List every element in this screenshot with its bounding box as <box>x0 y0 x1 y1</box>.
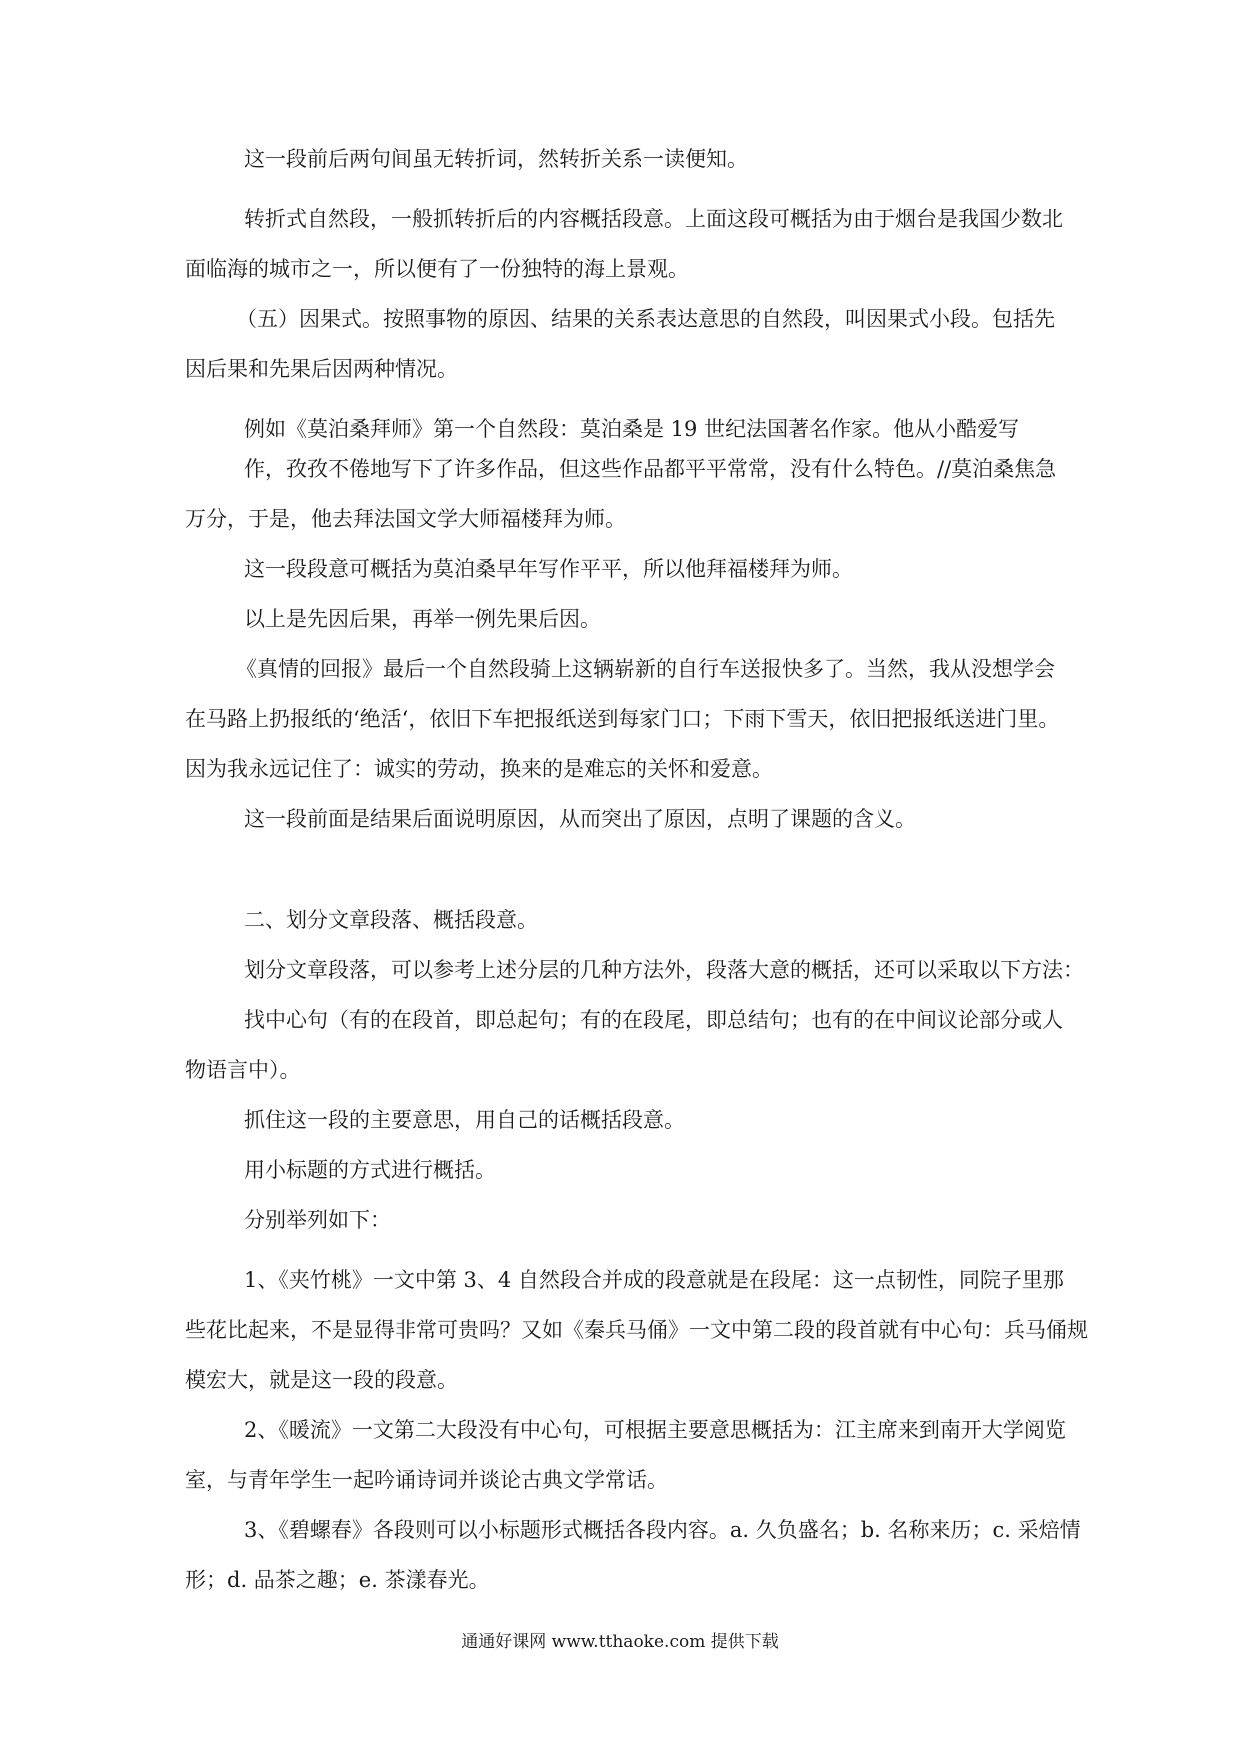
text-line: 室，与青年学生一起吟诵诗词并谈论古典文学常话。 <box>185 1468 668 1492</box>
page-footer: 通通好课网 www.tthaoke.com 提供下载 <box>461 1632 779 1652</box>
text-line: 些花比起来，不是显得非常可贵吗？又如《秦兵马俑》一文中第二段的段首就有中心句：兵马俑规 <box>185 1318 1088 1342</box>
text-line: 物语言中）。 <box>185 1058 301 1082</box>
text-line: 以上是先因后果，再举一例先果后因。 <box>244 607 601 631</box>
text-line: 模宏大，就是这一段的段意。 <box>185 1368 458 1392</box>
text-line: 转折式自然段，一般抓转折后的内容概括段意。上面这段可概括为由于烟台是我国少数北 <box>244 207 1063 231</box>
text-line: 例如《莫泊桑拜师》第一个自然段：莫泊桑是 19 世纪法国著名作家。他从小酷爱写 <box>244 417 1020 441</box>
text-line: 《真情的回报》最后一个自然段骑上这辆崭新的自行车送报快多了。当然，我从没想学会 <box>236 657 1055 681</box>
text-line: 在马路上扔报纸的‘绝活‘，依旧下车把报纸送到每家门口；下雨下雪天，依旧把报纸送进门里。 <box>185 707 1060 731</box>
text-line: 找中心句（有的在段首，即总起句；有的在段尾，即总结句；也有的在中间议论部分或人 <box>244 1008 1063 1032</box>
text-line: 用小标题的方式进行概括。 <box>244 1158 496 1182</box>
text-line: 这一段前面是结果后面说明原因，从而突出了原因，点明了课题的含义。 <box>244 807 916 831</box>
text-line: 这一段前后两句间虽无转折词，然转折关系一读便知。 <box>244 147 748 171</box>
text-line: 形；d. 品茶之趣；e. 茶漾春光。 <box>185 1568 490 1592</box>
text-line: 二、划分文章段落、概括段意。 <box>244 908 538 932</box>
text-line: 3、《碧螺春》各段则可以小标题形式概括各段内容。a. 久负盛名；b. 名称来历；c. 采焙情 <box>244 1518 1081 1542</box>
text-line: 因为我永远记住了：诚实的劳动，换来的是难忘的关怀和爱意。 <box>185 757 773 781</box>
text-line: 1、《夹竹桃》一文中第 3、4 自然段合并成的段意就是在段尾：这一点韧性，同院子里那 <box>244 1268 1064 1292</box>
text-line: 抓住这一段的主要意思，用自己的话概括段意。 <box>244 1108 685 1132</box>
text-line: 万分，于是，他去拜法国文学大师福楼拜为师。 <box>185 507 626 531</box>
text-line: 面临海的城市之一，所以便有了一份独特的海上景观。 <box>185 257 689 281</box>
text-line: 划分文章段落，可以参考上述分层的几种方法外，段落大意的概括，还可以采取以下方法： <box>244 958 1084 982</box>
text-line: 2、《暖流》一文第二大段没有中心句，可根据主要意思概括为：江主席来到南开大学阅览 <box>244 1418 1066 1442</box>
text-line: 这一段段意可概括为莫泊桑早年写作平平，所以他拜福楼拜为师。 <box>244 557 853 581</box>
text-line: 因后果和先果后因两种情况。 <box>185 357 458 381</box>
text-line: 分别举列如下： <box>244 1208 391 1232</box>
text-line: （五）因果式。按照事物的原因、结果的关系表达意思的自然段，叫因果式小段。包括先 <box>236 307 1055 331</box>
text-line: 作，孜孜不倦地写下了许多作品，但这些作品都平平常常，没有什么特色。//莫泊桑焦急 <box>244 457 1057 481</box>
